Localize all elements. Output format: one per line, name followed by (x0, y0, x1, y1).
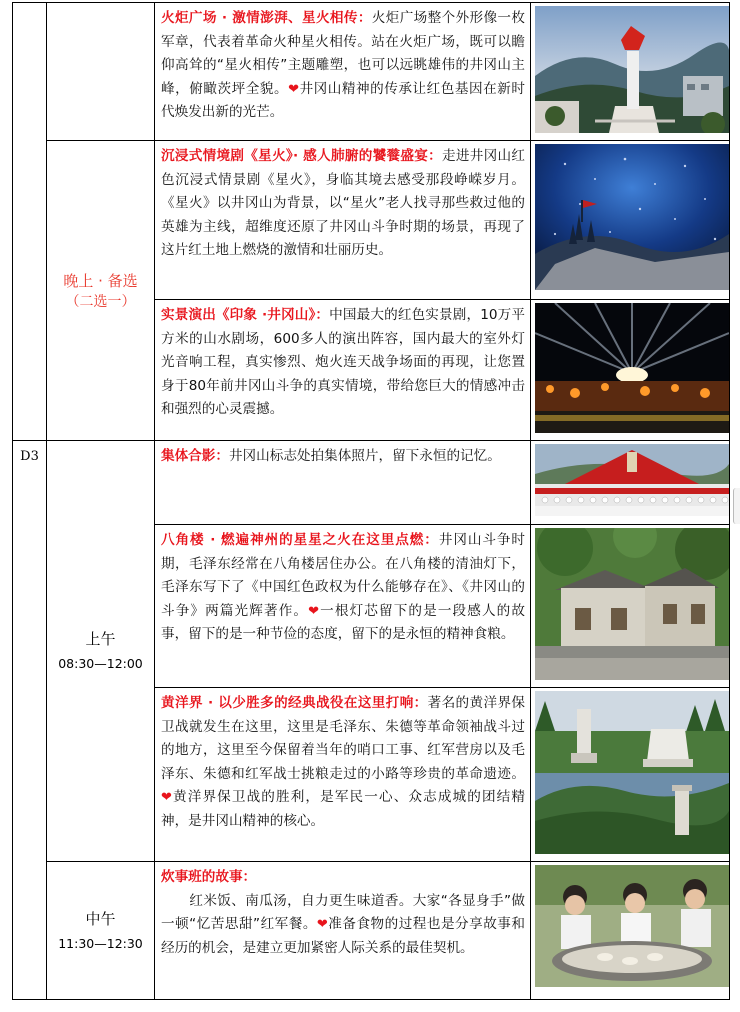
evening-sub-label: （二选一） (65, 293, 136, 310)
noon-label: 中午 (85, 909, 116, 928)
morning-range: 08:30—12:00 (58, 656, 143, 671)
stage-drama-photo (535, 144, 729, 290)
activity-description (155, 441, 531, 525)
outdoor-show-photo (535, 303, 729, 433)
cooking-photo (535, 865, 729, 987)
activity-image-cell (531, 688, 730, 862)
activity-body: 红米饭、南瓜汤，自力更生味道香。大家“各显身手”做一顿“忆苦思甜”红军餐。 (161, 892, 525, 932)
activity-title: 沉浸式情境剧《星火》· 感人肺腑的饕餮盛宴： (161, 148, 442, 164)
activity-body: 火炬广场整个外形像一枚军章，代表着革命火种星火相传。站在火炬广场，既可以瞻仰高耸的“星火相传”主题雕塑，也可以远眺雄伟的井冈山主峰，俯瞰茨坪全貌。 (161, 10, 525, 97)
activity-body: 著名的黄洋界保卫战就发生在这里，这里是毛泽东、朱德等革命领袖战斗过的地方，这里至今保留着当年的哨口工事、红军营房以及毛泽东、朱德和红军战士挑粮走过的小路等珍贵的革命遗迹。 (161, 695, 525, 782)
group-photo (535, 444, 729, 516)
day-cell (13, 441, 47, 1000)
activity-body: 井冈山斗争时期，毛泽东经常在八角楼居住办公。在八角楼的清油灯下，毛泽东写下了《中国红色政权为什么能够存在》、《井冈山的斗争》两篇光辉著作。 (161, 532, 525, 619)
activity-description (155, 862, 531, 1000)
activity-highlight: 准备食物的过程也是分享故事和经历的机会，是建立更加紧密人际关系的最佳契机。 (161, 916, 525, 956)
heart-icon: ❤ (308, 603, 321, 619)
table-row (13, 441, 730, 525)
table-row (13, 3, 730, 141)
day-cell-empty (13, 3, 47, 441)
time-cell-empty (47, 3, 155, 141)
activity-body: 走进井冈山红色沉浸式情景剧《星火》，身临其境去感受那段峥嵘岁月。《星火》以井冈山为背景，以“星火”老人找寻那些救过他的英雄为主线，超维度还原了井冈山斗争时期的场景，再现了这片红土地上燃烧的激情和壮丽历史。 (161, 148, 525, 258)
torch-monument-photo (535, 6, 729, 133)
activity-image-cell (531, 525, 730, 688)
activity-image-cell (531, 141, 730, 300)
activity-description (155, 525, 531, 688)
activity-title: 实景演出《印象 ·井冈山》： (161, 307, 330, 323)
morning-label: 上午 (85, 630, 116, 648)
morning-time-cell (47, 441, 155, 862)
day-label: D3 (20, 449, 39, 464)
activity-description (155, 688, 531, 862)
noon-time-cell (47, 862, 155, 1000)
activity-image-cell (531, 441, 730, 525)
activity-description (155, 3, 531, 141)
activity-description (155, 300, 531, 441)
heart-icon: ❤ (288, 81, 300, 97)
bajiaolou-building-photo (535, 528, 729, 680)
itinerary-table (12, 2, 730, 1000)
activity-body: 井冈山标志处拍集体照片，留下永恒的记忆。 (228, 448, 501, 464)
evening-time-cell (47, 141, 155, 441)
activity-highlight: 井冈山精神的传承让红色基因在新时代焕发出新的光芒。 (161, 80, 526, 120)
table-row (13, 862, 730, 1000)
activity-image-cell (531, 3, 730, 141)
scrollbar-handle[interactable] (733, 488, 740, 524)
activity-highlight: 黄洋界保卫战的胜利，是军民一心、众志成城的团结精神，是井冈山精神的核心。 (161, 789, 525, 829)
activity-title: 集体合影： (161, 448, 229, 464)
noon-range: 11:30—12:30 (58, 935, 143, 951)
evening-label: 晚上 · 备选 (63, 271, 138, 290)
activity-body: 中国最大的红色实景剧，10万平方米的山水剧场，600多人的演出阵容，国内最大的室外灯光音响工程，真实惨烈、炮火连天战争场面的再现，让您置身于80年前井冈山斗争的真实情境，带给您巨大的情感冲击和强烈的心灵震撼。 (161, 307, 525, 417)
activity-description (155, 141, 531, 300)
heart-icon: ❤ (161, 790, 174, 805)
heart-icon: ❤ (316, 917, 329, 932)
activity-title: 火炬广场 · 激情澎湃、星火相传： (161, 10, 372, 26)
activity-title: 炊事班的故事： (161, 869, 257, 885)
huangyangjie-monument-photo (535, 691, 729, 854)
activity-title: 黄洋界 · 以少胜多的经典战役在这里打响： (161, 695, 428, 711)
activity-image-cell (531, 300, 730, 441)
activity-highlight: 一根灯芯留下的是一段感人的故事，留下的是一种节俭的态度，留下的是永恒的精神食粮。 (161, 602, 525, 642)
activity-title: 八角楼 · 燃遍神州的星星之火在这里点燃： (161, 532, 439, 548)
table-row (13, 141, 730, 300)
activity-image-cell (531, 862, 730, 1000)
